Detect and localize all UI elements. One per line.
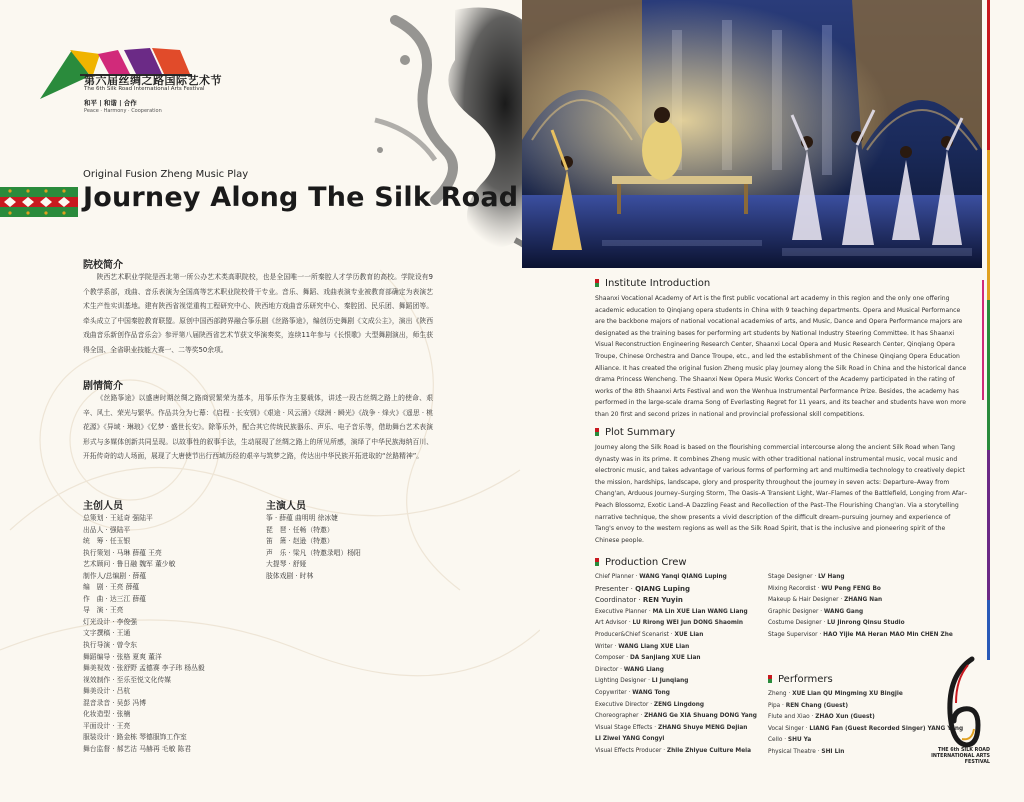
credit-names: WANG Yanqi QIANG Luping xyxy=(639,574,727,580)
stage-scene-illustration xyxy=(522,0,982,268)
crew-item-en xyxy=(768,572,953,584)
credit-names: ZHANG Ge XIA Shuang DONG Yang xyxy=(644,713,757,720)
credit-names: XUE Lian QU Mingming XU Bingjie xyxy=(792,691,903,697)
credit-names: XUE Lian xyxy=(674,631,704,638)
crew-item-cn: 平面设计 · 王亮 xyxy=(83,721,131,730)
credit-names: LU Rirong WEI Jun DONG Shaomin xyxy=(632,620,744,627)
credit-role: Vocal Singer · xyxy=(768,725,810,732)
crew-item-en xyxy=(595,572,757,584)
decorative-motif xyxy=(0,187,78,217)
crew-item-en xyxy=(595,584,757,596)
credit-names: REN Yuyin xyxy=(642,596,683,605)
institute-heading-cn: 院校简介 xyxy=(83,260,123,271)
section-marker-icon xyxy=(595,279,599,287)
credit-names: LU Jinrong Qinsu Studio xyxy=(827,620,905,627)
crew-item-cn: 执行导演 · 曾令东 xyxy=(83,641,138,650)
credit-role: Mixing Recordist · xyxy=(768,585,822,592)
credit-role: Visual Stage Effects · xyxy=(595,724,658,731)
festival-six-logo xyxy=(942,655,982,750)
crew-item-en xyxy=(595,723,757,735)
festival-footer-name: THE 6th SILK ROAD INTERNATIONAL ARTS FESTIVAL xyxy=(931,748,990,765)
color-bar-red xyxy=(987,0,990,150)
performer-item-cn: 筝 · 薛蕴 曲明明 徐冰婕 xyxy=(266,514,338,522)
crew-item-cn: 出品人 · 强陆平 xyxy=(83,525,131,534)
crew-heading-cn: 主创人员 xyxy=(83,501,123,512)
crew-item-cn: 导 演 · 王亮 xyxy=(83,606,124,615)
crew-item-en xyxy=(595,618,757,630)
credit-role: Director · xyxy=(595,666,624,673)
crew-item-cn: 化妆造型 · 张楠 xyxy=(83,710,131,719)
color-bar-purple xyxy=(987,450,990,600)
festival-motto-cn: 和平 | 和谐 | 合作 xyxy=(84,99,137,107)
credit-names: ZENG Lingdong xyxy=(653,701,705,708)
credit-names: SHU Ya xyxy=(787,737,812,744)
crew-item-cn: 混音录音 · 吴彭 冯博 xyxy=(83,698,147,707)
crew-item-en xyxy=(595,607,757,619)
crew-item-cn: 编 剧 · 王亮 薛蕴 xyxy=(83,583,140,592)
performer-item-cn: 大提琴 · 舒娅 xyxy=(266,560,307,569)
crew-item-en xyxy=(768,595,953,607)
crew-item-cn: 执行策划 · 马琳 薛蕴 王亮 xyxy=(83,548,162,557)
crew-item-en xyxy=(595,642,757,654)
credit-names: ZHANG Nan xyxy=(844,597,883,604)
stage-performance-photo xyxy=(522,0,982,268)
crew-item-cn: 灯光设计 · 李俊强 xyxy=(83,617,138,626)
crew-item-en xyxy=(595,700,757,712)
crew-item-cn: 统 筹 · 任玉银 xyxy=(83,537,131,546)
crew-item-cn: 舞美视效 · 张舒野 孟德赛 李子玮 杨丛毅 xyxy=(83,664,205,673)
credit-role: Copywriter · xyxy=(595,689,633,696)
plot-text-en: Journey along the Silk Road is based on the flourishing commercial intercourse along the ancient Silk Road when Tang dynasty was in its prime. It combines Zheng music with other traditional national instrumental music, vocal music and electronic music, and takes advantage of various forms of performing art and multimedia technology to creatively depict the mission, hardships, landscape, glory and prosperity throughout the journey in seven acts: Departure–Away from Chang'an, Arduous Journey–Surging Storm, The Oasis–A Transient Light, War–Flames of the Battlefield, Longing from Afar–Peach Blossomz, Exotic Land–A Dazzling Feast and Recollection of the Past–The Flourishing Chang'an. Via a storytelling narrative technique, the show presents a vivid description of the difficult dream–pursuing journey and experience of Tang's envoy to the western regions as well as the Silk Road Spirit, that is the inclusive and pioneering spirit of the Chinese people. xyxy=(595,444,968,544)
section-marker-icon xyxy=(768,675,772,683)
credit-role: Makeup & Hair Designer · xyxy=(768,597,845,604)
credit-role: Stage Supervisor · xyxy=(768,631,824,638)
performer-item-en xyxy=(768,735,963,747)
credit-names: WANG Liang XUE Lian xyxy=(618,643,690,650)
credit-role: Physical Theatre · xyxy=(768,748,822,755)
credit-role: Zheng · xyxy=(768,691,793,697)
performer-item-en xyxy=(768,701,963,713)
crew-item-en xyxy=(768,630,953,642)
credit-role: Flute and Xiao · xyxy=(768,714,816,721)
credit-role: Lighting Designer · xyxy=(595,678,652,685)
credit-names: REN Chang (Guest) xyxy=(785,702,848,709)
credit-role: Chief Planner · xyxy=(595,574,640,580)
credit-role: Choreographer · xyxy=(595,713,645,720)
plot-text-cn: 《丝路筝途》以盛唐时期丝绸之路商贸繁荣为基本，用筝乐作为主要载体，讲述一段古丝绸之路上的使命、艰辛、风土、荣光与繁华。作品共分为七幕：《启程 · 长安别》《艰途 · 风云涌》《绿洲 · 瞬光》《战争 · 烽火》《遥思 · 桃花源》《异域 · 琳琅》《忆梦 · 盛世长安》。除筝乐外，配合其它传统民族器乐、声乐、电子音乐等，借助舞台艺术表演形式与多媒体创新共同呈现。以故事性的叙事手法，生动展现了丝绸之路上的所见所感，演绎了中华民族海纳百川、开拓传奇的动人场面，展现了大唐使节出行西域历经的艰辛与筑梦之路，传达出中华民族开拓进取的“丝路精神”。 xyxy=(83,394,433,460)
crew-item-en xyxy=(595,711,757,723)
color-bar-thin xyxy=(982,280,984,400)
performer-item-cn: 肢体戏剧 · 时林 xyxy=(266,571,314,580)
credit-names: QIANG Luping xyxy=(635,584,690,593)
crew-list-cn xyxy=(83,513,205,755)
institute-text-cn: 陕西艺术职业学院是西北第一所公办艺术类高职院校，也是全国唯一一所秦腔人才学历教育的高校。学院设有9个教学系部，戏曲、音乐表演为全国高等艺术职业院校骨干专业。音乐、舞蹈、戏曲表演专业被教育部确定为表演艺术生产性实训基地。建有陕西省视觉重构工程研究中心、陕西地方戏曲音乐研究中心、秦腔团、民乐团、舞蹈团等。牵头成立了中国秦腔教育联盟。原创中国西部跨界融合筝乐剧《丝路筝途》，编创历史舞剧《文成公主》，演出《陕西戏曲音乐新创作品音乐会》参评第八届陕西省艺术节获文华演奏奖，连续11年参与《长恨歌》大型舞剧演出，师生获得全国、全省职业技能大赛一、二等奖50余项。 xyxy=(83,273,433,354)
credit-names: SHI Lin xyxy=(821,748,845,755)
crew-item-en xyxy=(595,653,757,665)
performer-item-cn: 笛 箫 · 赵逊（特邀） xyxy=(266,537,334,546)
credit-names: ZHAO Xun (Guest) xyxy=(815,714,875,721)
crew-item-en xyxy=(768,618,953,630)
performers-heading-en: Performers xyxy=(768,674,833,685)
crew-item-en xyxy=(595,746,757,758)
crew-item-cn: 视效制作 · 至乐至悦文化传媒 xyxy=(83,675,172,684)
performer-item-en xyxy=(768,712,963,724)
credit-names: ZHANG Shuye MENG Dejian xyxy=(657,724,748,731)
credit-role: Presenter · xyxy=(595,584,636,593)
festival-motto-en: Peace · Harmony · Cooperation xyxy=(84,108,162,114)
festival-name-cn: 第六届丝绸之路国际艺术节 xyxy=(84,74,222,87)
crew-item-en xyxy=(768,584,953,596)
crew-item-cn: 作 曲 · 达三江 薛蕴 xyxy=(83,594,147,603)
crew-item-en xyxy=(595,630,757,642)
institute-text-en: Shaanxi Vocational Academy of Art is the first public vocational art academy in this region and the only one offering academic education to Qinqiang opera students in China with 9 teaching departments. Opera and Musical Performance are the backbone majors of national vocational academies of arts, and Music, Dance and Opera Performance majors are designated as the training bases for performing art students by National Industry Steering Committee. It has Shaanxi Visual Reconstruction Engineering Research Center, Shaanxi Local Opera and Music Research Center, Qinqiang Opera Troupe, Chinese Orchestra and Dance Troupe, etc., and led the establishment of the Chinese Qinqiang Opera Education Alliance. It has created the original fusion Zheng music play Journey along the Silk Road in China and the historical dance drama Princess Wencheng. The Shaanxi New Opera Music Works Concert of the Academy participated in the rating of works of the 8th Shaanxi Arts Festival and won the Wenhua Instrumental Performance Prize. Besides, the academy has performed in the large-scale drama Song of Everlasting Regret for 11 years, and its teacher and students have won more than 20 first and second prizes in national and provincial professional skill competitions. xyxy=(595,295,967,418)
credit-role: Writer · xyxy=(595,643,619,650)
crew-item-cn: 舞蹈编导 · 张格 夏爽 董洋 xyxy=(83,652,162,661)
crew-list-en-left xyxy=(595,572,757,758)
crew-item-cn: 舞台监督 · 郝艺沽 马赫再 毛敏 陈君 xyxy=(83,744,192,753)
credit-names: Zhile Zhiyue Culture Meia xyxy=(666,747,752,754)
crew-item-en xyxy=(768,607,953,619)
credit-role: Cello · xyxy=(768,737,788,744)
credit-role: Stage Designer · xyxy=(768,574,819,580)
crew-item-cn: 艺术顾问 · 鲁日融 魏军 董少敏 xyxy=(83,560,176,569)
performer-item-en xyxy=(768,724,963,736)
performer-item-cn: 声 乐 · 梁凡（特邀录唱）杨阳 xyxy=(266,548,361,557)
crew-heading-en: Production Crew xyxy=(595,557,687,568)
crew-item-cn: 总策划 · 王延奇 强陆平 xyxy=(83,514,153,522)
crew-item-cn: 舞美设计 · 吕杭 xyxy=(83,687,131,696)
credit-names: WANG Liang xyxy=(623,666,664,673)
plot-heading-cn: 剧情简介 xyxy=(83,381,123,392)
credit-role: Art Advisor · xyxy=(595,620,633,627)
crew-item-en xyxy=(595,734,757,746)
crew-item-en xyxy=(595,595,757,607)
performers-list-cn xyxy=(266,513,361,582)
festival-name-en: The 6th Silk Road International Arts Festival xyxy=(84,86,205,92)
color-bar-blue xyxy=(987,600,990,660)
performers-heading-cn: 主演人员 xyxy=(266,501,306,512)
credit-names: LIANG Fan (Guest Recorded Singer) YANG Yang xyxy=(809,725,964,732)
credit-names: LI Junqiang xyxy=(651,678,689,685)
credit-role: Graphic Designer · xyxy=(768,608,824,615)
show-title: Journey Along The Silk Road xyxy=(83,182,519,213)
credit-role: Executive Director · xyxy=(595,701,654,708)
crew-item-en xyxy=(595,676,757,688)
crew-item-cn: 制作人/总编剧 · 薛蕴 xyxy=(83,571,147,580)
credit-role: Composer · xyxy=(595,655,630,662)
credit-role: Costume Designer · xyxy=(768,620,828,627)
crew-item-en xyxy=(595,688,757,700)
show-subtitle: Original Fusion Zheng Music Play xyxy=(83,169,249,180)
credit-role: Coordinator · xyxy=(595,596,643,605)
performer-item-cn: 琵 琶 · 任畅（特邀） xyxy=(266,525,334,534)
credit-names: HAO Yijie MA Heran MAO Min CHEN Zhe xyxy=(823,631,953,638)
credit-role: Visual Effects Producer · xyxy=(595,747,667,754)
crew-item-cn: 服装设计 · 路金栋 琴德服饰工作室 xyxy=(83,733,187,742)
color-bar-gold xyxy=(987,150,990,300)
credit-names: WANG Gang xyxy=(823,608,864,615)
credit-names: MA Lin XUE Lian WANG Liang xyxy=(652,608,748,615)
crew-item-en xyxy=(595,665,757,677)
credit-names: LI Ziwei YANG Congyi xyxy=(595,736,665,743)
color-bar-green xyxy=(987,300,990,450)
crew-list-en-right xyxy=(768,572,953,642)
plot-heading-en: Plot Summary xyxy=(595,427,675,438)
credit-names: DA Sanjiang XUE Lian xyxy=(629,655,701,662)
credit-role: Executive Planner · xyxy=(595,608,653,615)
credit-names: WU Peng FENG Bo xyxy=(821,585,881,592)
crew-item-cn: 文字撰稿 · 王通 xyxy=(83,629,131,638)
section-marker-icon xyxy=(595,558,599,566)
performer-item-en xyxy=(768,689,963,701)
institute-heading-en: Institute Introduction xyxy=(595,278,710,289)
credit-role: Pipa · xyxy=(768,702,786,709)
credit-role: Producer&Chief Scenarist · xyxy=(595,631,675,638)
credit-names: LV Hang xyxy=(818,574,845,580)
credit-names: WANG Tong xyxy=(632,689,670,696)
section-marker-icon xyxy=(595,428,599,436)
